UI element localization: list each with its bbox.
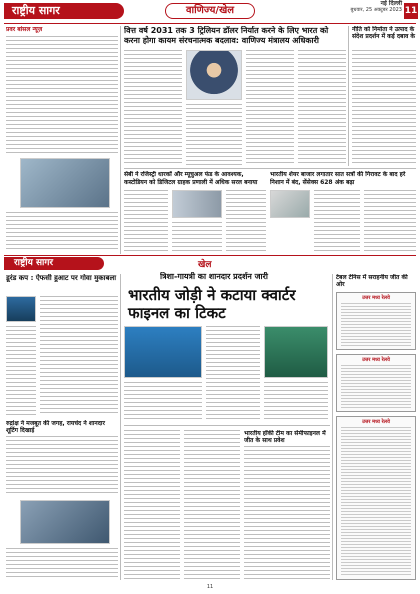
article-body (186, 104, 242, 166)
masthead (0, 0, 420, 22)
date-block (330, 1, 402, 13)
article-body (352, 50, 416, 166)
official-photo (186, 50, 242, 100)
market-photo (270, 190, 310, 218)
article-body (244, 446, 330, 580)
player-photo (6, 296, 36, 322)
sports-paper-name: राष्ट्रीय सागर (4, 257, 104, 270)
article-body (226, 190, 266, 254)
side-headline: नीति को निर्माता ने उत्पाद के संदेश प्रदर्शन में कई दबाव के (352, 26, 416, 40)
page-footer: 11 (206, 584, 214, 590)
article-body (124, 190, 168, 254)
shooter-photo (20, 500, 110, 544)
date-line: बुधवार, 25 अक्टूबर 2023 (350, 7, 402, 13)
tennis-photo (264, 326, 328, 378)
railway-notice-3 (336, 416, 416, 580)
article-body (6, 326, 36, 416)
right-headline: भारतीय शेयर बाजार लगातार सात सत्रों की गिरावट के बाद हरे निशान में बंद, सेंसेक्स 628 अंक बढ़ा (270, 171, 406, 186)
article-body (6, 212, 118, 252)
notice-body (341, 365, 411, 409)
article-body (6, 548, 118, 580)
column-divider (332, 274, 333, 580)
sports-rule (4, 255, 416, 256)
sports-top-headline: त्रिशा-गायत्री का शानदार प्रदर्शन जारी (160, 272, 268, 281)
article-body (124, 430, 180, 580)
column-divider (120, 274, 121, 580)
page-number: 11 (404, 3, 418, 19)
article-body (264, 382, 328, 422)
article-body (6, 36, 118, 154)
masthead-rule (4, 23, 416, 24)
sports-right-headline: टेबल टेनिस में सराहनीय जीत की ओर (336, 274, 408, 288)
lead-headline: वित्त वर्ष 2031 तक 3 ट्रिलियन डॉलर निर्यात करने के लिए भारत को करना होगा कायम संरचनात्मक बदलाव: वाणिज्य मंत्रालय अधिकारी (124, 26, 329, 45)
byline: प्रवर बांसल न्यूज़ (6, 26, 43, 33)
notice-title: उत्तर मध्य रेलवे (362, 419, 390, 425)
article-photo (20, 158, 110, 208)
paper-name: राष्ट्रीय सागर (4, 3, 124, 19)
railway-notice-1 (336, 292, 416, 350)
article-body (124, 50, 182, 166)
sports-section-label: खेल (198, 260, 212, 270)
article-body (206, 326, 260, 422)
sports-left-headline: डूरंड कप : ऐफसी हुआट पर गोवा मुकाबला (6, 274, 117, 282)
column-divider (348, 26, 349, 166)
notice-body (341, 427, 411, 575)
mid-headline: सेबी ने रजिस्ट्री धारकों और म्यूचुअल फंड के आवश्यक, कस्टोडियन को डिजिटल ग्राहक प्रणाली में अधिक सरल बनाया (124, 171, 258, 186)
notice-title: उत्तर मध्य रेलवे (362, 357, 390, 363)
notice-title: उत्तर मध्य रेलवे (362, 295, 390, 301)
city: नई दिल्ली (380, 0, 402, 7)
sports-main-headline: भारतीय जोड़ी ने कटाया क्वार्टर फाइनल का टिकट (128, 286, 296, 322)
sebi-photo (172, 190, 222, 218)
article-body (40, 296, 118, 416)
section-divider (124, 168, 416, 169)
section-label: वाणिज्य/खेल (165, 3, 255, 19)
railway-notice-2 (336, 354, 416, 412)
article-body (184, 430, 240, 580)
article-body (364, 190, 416, 254)
article-body (246, 50, 294, 166)
section-divider (124, 425, 330, 426)
sports-bottom-headline: रुद्रांक्ष ने मजबूत की जगह, रायचंद ने शानदार शूटिंग दिखाई (6, 420, 105, 434)
column-divider (120, 26, 121, 254)
article-body (298, 50, 346, 166)
badminton-photo (124, 326, 202, 378)
article-body (314, 190, 360, 254)
article-body (172, 222, 222, 254)
sports-bottom-right-headline: भारतीय हॉकी टीम का सेमीफाइनल में जीत के साथ प्रवेश (244, 430, 326, 444)
article-body (124, 382, 202, 422)
article-body (6, 436, 118, 496)
notice-body (341, 303, 411, 347)
